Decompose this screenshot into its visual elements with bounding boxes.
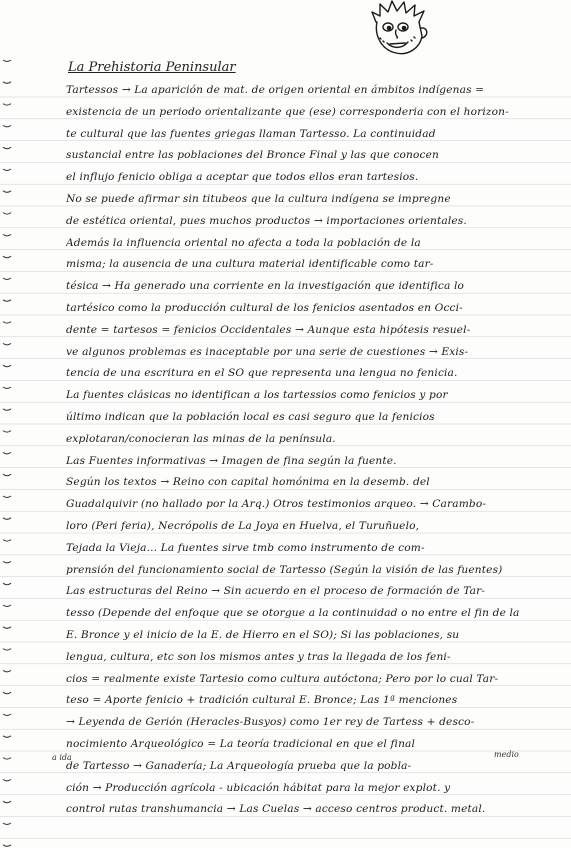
note-line: el influjo fenicio obliga a aceptar que todos ellos eran tartesios. bbox=[66, 171, 419, 184]
binding-marks bbox=[0, 0, 20, 848]
note-line: Guadalquivir (no hallado por la Arq.) Otros testimonios arqueo. → Carambo- bbox=[66, 498, 487, 511]
binding-mark bbox=[3, 234, 11, 236]
binding-mark bbox=[3, 300, 11, 302]
binding-mark bbox=[3, 561, 11, 563]
binding-mark bbox=[3, 692, 11, 694]
note-line: E. Bronce y el inicio de la E. de Hierro en el SO); Si las poblaciones, su bbox=[66, 628, 460, 641]
binding-mark bbox=[3, 452, 11, 454]
note-line: ción → Producción agrícola - ubicación hábitat para la mejor explot. y bbox=[66, 781, 451, 794]
binding-mark bbox=[3, 627, 11, 629]
binding-mark bbox=[3, 60, 11, 62]
note-line: sustancial entre las poblaciones del Bronce Final y las que conocen bbox=[66, 149, 440, 162]
binding-mark bbox=[3, 605, 11, 607]
note-line: tesso (Depende del enfoque que se otorgue a la continuidad o no entre el fin de la bbox=[66, 607, 520, 620]
note-line: La fuentes clásicas no identifican a los tartessios como fenicios y por bbox=[66, 389, 448, 402]
note-line: dente = tartesos = fenicios Occidentales → Aunque esta hipótesis resuel- bbox=[66, 323, 471, 336]
binding-mark bbox=[3, 583, 11, 585]
note-line: lengua, cultura, etc son los mismos antes y tras la llegada de los feni- bbox=[66, 650, 451, 663]
binding-mark bbox=[3, 343, 11, 345]
margin-note: medio bbox=[494, 750, 519, 759]
note-line: prensión del funcionamiento social de Tartesso (Según la visión de las fuentes) bbox=[66, 563, 503, 576]
binding-mark bbox=[3, 540, 11, 542]
binding-mark bbox=[3, 191, 11, 193]
note-line: tésica → Ha generado una corriente en la investigación que identifica lo bbox=[66, 280, 465, 293]
binding-mark bbox=[3, 169, 11, 171]
binding-mark bbox=[3, 779, 11, 781]
binding-mark bbox=[3, 736, 11, 738]
note-line: explotaran/conocieran las minas de la península. bbox=[66, 432, 336, 445]
note-line: Tejada la Vieja... La fuentes sirve tmb como instrumento de com- bbox=[66, 541, 425, 554]
binding-mark bbox=[3, 387, 11, 389]
margin-note: a ida bbox=[52, 753, 72, 762]
binding-mark bbox=[3, 518, 11, 520]
binding-mark bbox=[3, 322, 11, 324]
binding-mark bbox=[3, 256, 11, 258]
binding-mark bbox=[3, 431, 11, 433]
binding-mark bbox=[3, 823, 11, 825]
handwritten-notes bbox=[66, 80, 566, 821]
note-line: No se puede afirmar sin titubeos que la cultura indígena se impregne bbox=[66, 192, 451, 205]
binding-mark bbox=[3, 278, 11, 280]
binding-mark bbox=[3, 213, 11, 215]
note-line: último indican que la población local es casi seguro que la fenicios bbox=[66, 410, 435, 423]
note-line: de estética oriental, pues muchos productos → importaciones orientales. bbox=[66, 214, 467, 227]
note-line: → Leyenda de Gerión (Heracles-Busyos) como 1er rey de Tartess + desco- bbox=[66, 716, 475, 729]
binding-mark bbox=[3, 409, 11, 411]
binding-mark bbox=[3, 147, 11, 149]
note-line: existencia de un periodo orientalizante que (ese) corresponderia con el horizon- bbox=[66, 105, 509, 118]
binding-mark bbox=[3, 474, 11, 476]
binding-mark bbox=[3, 104, 11, 106]
binding-mark bbox=[3, 82, 11, 84]
note-line: misma; la ausencia de una cultura material identificable como tar- bbox=[66, 258, 434, 271]
note-line: te cultural que las fuentes griegas llaman Tartesso. La continuidad bbox=[66, 127, 436, 140]
binding-mark bbox=[3, 845, 11, 847]
binding-mark bbox=[3, 496, 11, 498]
note-line: cios = realmente existe Tartesio como cultura autóctona; Pero por lo cual Tar- bbox=[66, 672, 499, 685]
binding-mark bbox=[3, 125, 11, 126]
note-line: nocimiento Arqueológico = La teoría tradicional en que el final bbox=[66, 737, 416, 750]
binding-mark bbox=[3, 670, 11, 672]
binding-mark bbox=[3, 801, 11, 803]
note-line: tencia de una escritura en el SO que representa una lengua no fenicia. bbox=[66, 367, 458, 380]
note-line: loro (Peri feria), Necrópolis de La Joya en Huelva, el Turuñuelo, bbox=[66, 519, 420, 532]
note-line: Además la influencia oriental no afecta a toda la población de la bbox=[66, 236, 421, 249]
binding-mark bbox=[3, 714, 11, 716]
note-line: tartésico como la producción cultural de los fenicios asentados en Occi- bbox=[66, 301, 463, 314]
note-line: de Tartesso → Ganadería; La Arqueología prueba que la pobla- bbox=[66, 759, 412, 772]
page-title: La Prehistoria Peninsular bbox=[68, 60, 236, 75]
note-line: control rutas transhumancia → Las Cuelas → acceso centros product. metal. bbox=[66, 803, 486, 816]
note-line: Las Fuentes informativas → Imagen de fina según la fuente. bbox=[66, 454, 397, 467]
note-line: Según los textos → Reino con capital homónima en la desemb. del bbox=[66, 476, 430, 489]
note-line: Tartessos → La aparición de mat. de origen oriental en ámbitos indígenas = bbox=[66, 84, 485, 96]
note-line: Las estructuras del Reino → Sin acuerdo en el proceso de formación de Tar- bbox=[66, 585, 486, 598]
binding-mark bbox=[3, 649, 11, 651]
binding-mark bbox=[3, 365, 11, 367]
note-line: ve algunos problemas es inaceptable por una serie de cuestiones → Exis- bbox=[66, 345, 469, 358]
cartoon-face-icon bbox=[366, 0, 436, 58]
binding-mark bbox=[3, 758, 11, 760]
note-line: teso = Aporte fenicio + tradición cultural E. Bronce; Las 1ª menciones bbox=[66, 694, 458, 707]
